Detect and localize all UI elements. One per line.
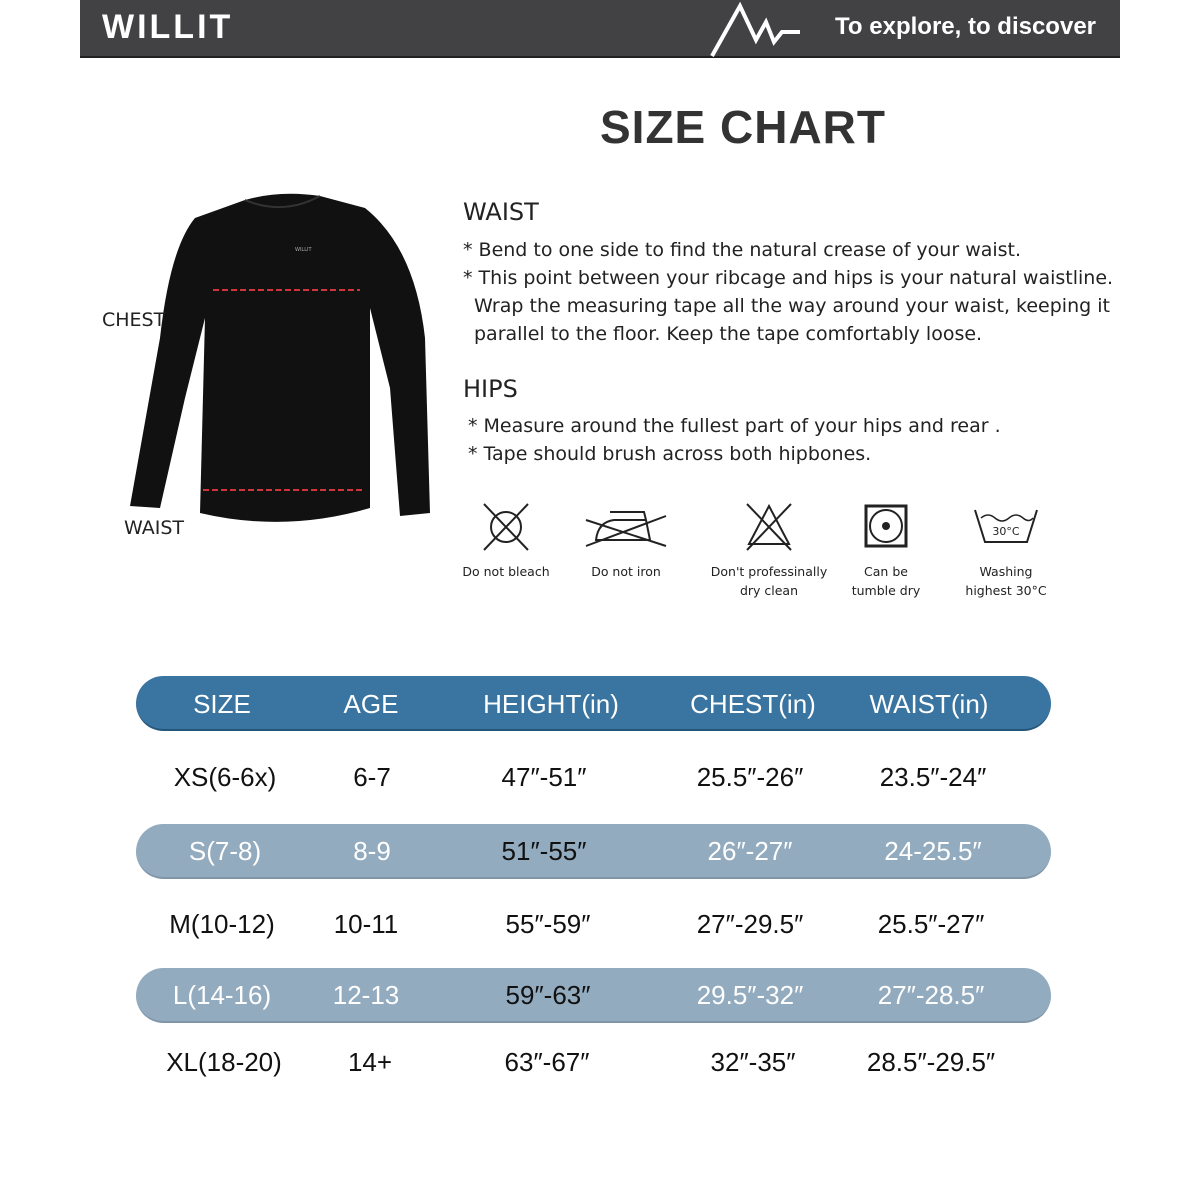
hips-instruction: * Tape should brush across both hipbones.: [468, 443, 872, 465]
care-no-bleach: [436, 500, 576, 581]
size-cell: L(14-16): [172, 980, 272, 1010]
no-dry-clean-icon: [741, 500, 797, 554]
waist-cell: 27″-28.5″: [877, 980, 985, 1010]
svg-text:30°C: 30°C: [992, 525, 1020, 538]
table-row: [136, 1035, 1051, 1090]
table-row: [136, 968, 1051, 1023]
hips-instruction: * Measure around the fullest part of your hips and rear .: [468, 415, 1001, 437]
table-row: [136, 897, 1051, 952]
waist-instruction: * Bend to one side to find the natural crease of your waist.: [463, 239, 1022, 261]
column-header: WAIST(in): [869, 689, 989, 719]
care-no-iron: [556, 500, 696, 581]
chest-cell: 32″-35″: [710, 1047, 796, 1077]
hips-heading: HIPS: [463, 375, 518, 403]
size-cell: XL(18-20): [166, 1047, 282, 1077]
height-cell: 51″-55″: [501, 836, 587, 866]
chest-cell: 26″-27″: [707, 836, 793, 866]
table-header-row: [136, 676, 1051, 731]
table-row: [136, 750, 1051, 805]
care-label: highest 30°C: [965, 583, 1047, 598]
waist-instruction: parallel to the floor. Keep the tape comfortably loose.: [474, 323, 983, 345]
care-label: Can be: [864, 564, 908, 579]
size-cell: XS(6-6x): [173, 762, 277, 792]
age-cell: 12-13: [332, 980, 400, 1010]
age-cell: 8-9: [353, 836, 391, 866]
waist-instruction: * This point between your ribcage and hips is your natural waistline.: [463, 267, 1114, 289]
wash-30-icon: [971, 500, 1041, 554]
care-label: dry clean: [739, 583, 799, 598]
care-label: Washing: [979, 564, 1033, 579]
waist-instruction: Wrap the measuring tape all the way around your waist, keeping it: [474, 295, 1110, 317]
care-tumble-dry: [816, 500, 956, 600]
no-iron-icon: [584, 500, 668, 554]
svg-text:WILLIT: WILLIT: [295, 247, 312, 253]
age-cell: 6-7: [353, 762, 391, 792]
care-label: Do not bleach: [462, 564, 550, 579]
chest-label: CHEST: [102, 309, 166, 331]
waist-cell: 23.5″-24″: [879, 762, 987, 792]
age-cell: 10-11: [333, 909, 399, 939]
waist-cell: 28.5″-29.5″: [866, 1047, 996, 1077]
height-cell: 63″-67″: [504, 1047, 590, 1077]
column-header: CHEST(in): [690, 689, 816, 719]
care-wash-30: [936, 500, 1076, 600]
slogan: To explore, to discover: [835, 13, 1096, 40]
brand-logo: WILLIT: [102, 8, 234, 46]
tumble-dry-icon: [858, 500, 914, 554]
height-cell: 47″-51″: [501, 762, 587, 792]
chest-cell: 27″-29.5″: [696, 909, 804, 939]
waist-cell: 25.5″-27″: [877, 909, 985, 939]
age-cell: 14+: [347, 1047, 393, 1077]
no-bleach-icon: [478, 500, 534, 554]
chest-cell: 29.5″-32″: [696, 980, 804, 1010]
waist-cell: 24-25.5″: [884, 836, 982, 866]
column-header: HEIGHT(in): [483, 689, 619, 719]
mountain-logo-icon: [710, 2, 830, 58]
size-cell: S(7-8): [188, 836, 262, 866]
table-row: [136, 824, 1051, 879]
height-cell: 59″-63″: [505, 980, 591, 1010]
care-label: tumble dry: [851, 583, 921, 598]
waist-label: WAIST: [124, 517, 185, 539]
shirt-image: [125, 188, 440, 528]
care-label: Don't professinally: [710, 564, 828, 579]
column-header: AGE: [343, 689, 399, 719]
chest-cell: 25.5″-26″: [696, 762, 804, 792]
waist-heading: WAIST: [463, 198, 539, 226]
care-label: Do not iron: [591, 564, 661, 579]
top-banner: [80, 0, 1120, 58]
size-cell: M(10-12): [169, 909, 275, 939]
page-title: SIZE CHART: [600, 101, 886, 153]
height-cell: 55″-59″: [505, 909, 591, 939]
column-header: SIZE: [193, 689, 251, 719]
